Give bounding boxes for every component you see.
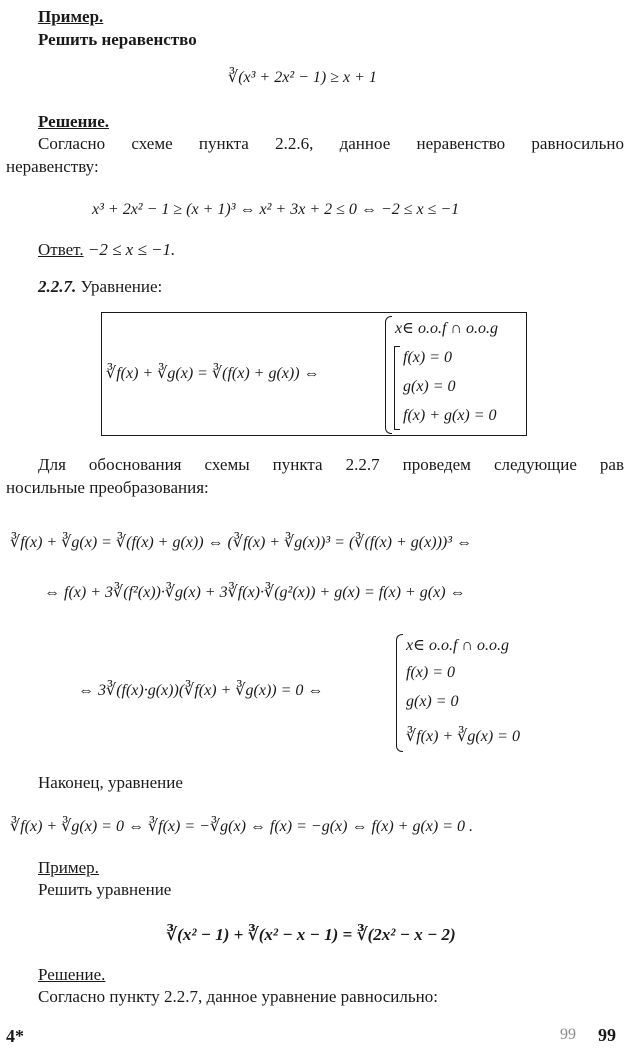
eq3-cond-f: f(x) = 0 [406,664,455,681]
justification-eq3-lhs: ⇔ 3∛(f(x)·g(x))(∛f(x) + ∛g(x)) = 0 ⇔ [78,682,324,699]
example2-solution-heading: Решение. [38,965,106,984]
box-cond-g: g(x) = 0 [403,378,456,395]
example1-chain: x³ + 2x² − 1 ≥ (x + 1)³ ⇔ x² + 3x + 2 ≤ 0 ⇔ −2 ≤ x ≤ −1 [92,201,460,218]
justification-line2: носильные преобразования: [6,478,209,497]
justification-line1: Для обоснования схемы пункта 2.2.7 проведем следующие рав [38,455,624,474]
example2-task: Решить уравнение [38,880,172,899]
example2-equation: ∛(x² − 1) + ∛(x² − x − 1) = ∛(2x² − x − 2) [166,925,456,944]
box-cond-sum: f(x) + g(x) = 0 [403,407,497,424]
example2-heading: Пример. [38,858,99,877]
eq3-system-brace [396,634,403,752]
example1-solution-heading: Решение. [38,112,109,131]
box-set-bracket [394,346,400,430]
example2-solution-line: Согласно пункту 2.2.7, данное уравнение равносильно: [38,987,438,1006]
box-cond-domain: x∈ о.о.f ∩ о.о.g [395,320,498,337]
faint-page-number: 99 [560,1026,576,1043]
signature-mark: 4* [6,1026,24,1046]
example1-answer [38,240,175,260]
justification-eq1: ∛f(x) + ∛g(x) = ∛(f(x) + g(x)) ⇔ (∛f(x) + ∛g(x))³ = (∛(f(x) + g(x)))³ ⇔ [10,534,473,551]
example1-solution-line2: неравенству: [6,157,99,176]
finally-eq: ∛f(x) + ∛g(x) = 0 ⇔ ∛f(x) = −∛g(x) ⇔ f(x) = −g(x) ⇔ f(x) + g(x) = 0 . [10,818,473,835]
eq3-cond-domain: x∈ о.о.f ∩ о.о.g [406,637,509,654]
box-cond-f: f(x) = 0 [403,349,452,366]
answer-value: −2 ≤ x ≤ −1. [83,240,176,259]
finally-text: Наконец, уравнение [38,773,183,792]
section-name: Уравнение: [76,277,163,296]
example1-inequality: ∛(x³ + 2x² − 1) ≥ x + 1 [228,69,377,86]
page-number: 99 [598,1025,616,1045]
eq3-cond-g: g(x) = 0 [406,693,459,710]
answer-label: Ответ. [38,240,84,259]
box-lhs: ∛f(x) + ∛g(x) = ∛(f(x) + g(x)) ⇔ [106,365,320,382]
section-title [38,277,162,297]
example1-task: Решить неравенство [38,30,197,49]
justification-eq2: ⇔ f(x) + 3∛(f²(x))·∛g(x) + 3∛f(x)·∛(g²(x)) + g(x) = f(x) + g(x) ⇔ [44,584,466,601]
section-number: 2.2.7. [38,277,77,296]
eq3-cond-sum: ∛f(x) + ∛g(x) = 0 [406,728,520,745]
box-system-brace [385,316,392,434]
example1-solution-line1: Согласно схеме пункта 2.2.6, данное неравенство равносильно [38,134,624,153]
example1-heading: Пример. [38,7,104,26]
